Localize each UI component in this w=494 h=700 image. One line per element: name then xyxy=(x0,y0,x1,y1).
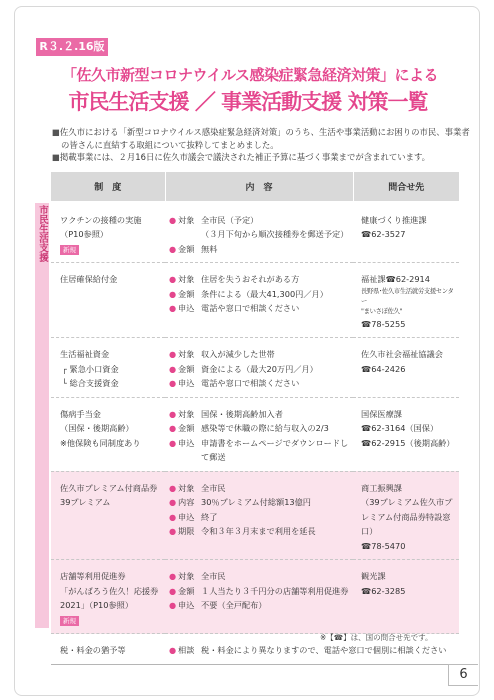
content-cell xyxy=(165,338,353,398)
content-key: 金額 xyxy=(178,585,195,596)
system-name-line: 「がんばろう佐久！応援券2021」（P10参照） xyxy=(60,585,159,610)
dot-bullet-icon xyxy=(169,227,178,242)
contact-line: ☎78-5470 xyxy=(361,540,406,551)
content-item xyxy=(169,347,353,362)
dot-bullet-icon: ● xyxy=(169,423,177,433)
content-value: 収入が減少した世帯 xyxy=(201,349,275,359)
content-item xyxy=(169,213,353,228)
system-name-line: 店舗等利用促進券 xyxy=(60,571,126,581)
content-key: 期限 xyxy=(178,526,195,536)
content-key: 対象 xyxy=(178,214,195,225)
contact-line: ☎62-3285 xyxy=(361,585,406,596)
contact-cell xyxy=(353,338,459,398)
content-item xyxy=(169,242,353,257)
content-value: 全市民（予定） xyxy=(201,214,259,225)
content-key: 金額 xyxy=(178,243,195,254)
contact-line: （39プレミアム佐久市プレミアム付商品券特設窓口） xyxy=(361,497,453,536)
contact-cell xyxy=(353,263,459,338)
content-key: 申込 xyxy=(178,600,195,610)
content-cell xyxy=(165,471,353,560)
dot-bullet-icon: ● xyxy=(169,600,177,610)
content-key: 対象 xyxy=(178,482,195,493)
content-key: 対象 xyxy=(178,274,195,284)
system-name-line: ワクチンの接種の実施 xyxy=(60,214,142,225)
system-name-line: （国保・後期高齢） xyxy=(60,423,134,433)
system-name-cell xyxy=(51,202,165,263)
section-tab xyxy=(35,203,49,628)
contact-line: 福祉課☎62-2914 xyxy=(361,274,430,284)
content-item xyxy=(169,569,353,584)
dot-bullet-icon: ● xyxy=(169,363,177,374)
system-name-cell xyxy=(51,634,165,665)
content-key: 対象 xyxy=(178,349,195,359)
dot-bullet-icon: ● xyxy=(169,645,177,655)
content-key: 金額 xyxy=(178,423,195,433)
intro-paragraph-2: ■掲載事業には、２月16日に佐久市議会で議決された補正予算に基づく事業までが含まれています。 xyxy=(52,152,431,162)
section-label: 市民生活支援 xyxy=(37,205,48,262)
content-value: 全市民 xyxy=(201,571,226,581)
content-item xyxy=(169,362,353,377)
content-key: 対象 xyxy=(178,571,195,581)
contact-cell xyxy=(353,397,459,471)
dot-bullet-icon: ● xyxy=(169,274,177,284)
contact-line: ☎62-3527 xyxy=(361,229,406,239)
system-name-line: ┌ 緊急小口資金 xyxy=(62,363,119,374)
contact-line: 佐久市社会福祉協議会 xyxy=(361,349,443,359)
header-system: 制 度 xyxy=(51,172,165,202)
intro-paragraph-1: ■佐久市における「新型コロナウイルス感染症緊急経済対策」のうち、生活や事業活動にお困りの市民、事業者の皆さんに直結する取組について抜粋してまとめました。 xyxy=(52,127,470,150)
table-row xyxy=(51,471,459,560)
content-cell xyxy=(165,397,353,471)
system-name-line: ※他保険も同制度あり xyxy=(60,437,141,448)
contact-line: 健康づくり推進課 xyxy=(361,214,427,225)
table-header-row xyxy=(51,172,459,202)
contact-line: 商工振興課 xyxy=(361,482,402,493)
dot-bullet-icon: ● xyxy=(169,349,177,359)
content-item xyxy=(169,510,353,525)
content-item xyxy=(169,301,353,316)
table-row xyxy=(51,560,459,634)
system-name-line: └ 総合支援資金 xyxy=(62,378,119,388)
system-name-cell xyxy=(51,338,165,398)
content-key: 金額 xyxy=(178,363,195,374)
content-value: 30％プレミアム付総額13億円 xyxy=(201,497,311,507)
contact-line: 観光課 xyxy=(361,571,386,581)
table-row xyxy=(51,397,459,471)
dot-bullet-icon: ● xyxy=(169,571,177,581)
content-value: 住居を失うおそれがある方 xyxy=(201,274,300,284)
contact-line: 国保医療課 xyxy=(361,408,402,419)
content-item xyxy=(169,376,353,391)
contact-line: ☎64-2426 xyxy=(361,363,406,374)
square-bullet-icon: ■ xyxy=(52,127,60,137)
content-value: 税・料金により異なりますので、電話や窓口で個別に相談ください xyxy=(201,645,447,655)
dot-bullet-icon: ● xyxy=(169,482,177,493)
dot-bullet-icon: ● xyxy=(169,214,177,225)
content-cell xyxy=(165,202,353,263)
content-key: 金額 xyxy=(178,288,195,299)
system-name-cell xyxy=(51,263,165,338)
measures-table xyxy=(51,172,459,665)
content-item xyxy=(169,643,459,658)
contact-line: ☎62-2915（後期高齢） xyxy=(361,437,455,448)
content-key: 申込 xyxy=(178,378,195,388)
footnote: ※【☎】は、国の問合せ先です。 xyxy=(320,633,433,642)
page-subtitle: 「佐久市新型コロナウイルス感染症緊急経済対策」による xyxy=(61,66,439,84)
content-item xyxy=(169,495,353,510)
header-contact: 問合せ先 xyxy=(353,172,459,202)
dot-bullet-icon: ● xyxy=(169,526,177,536)
content-key: 申込 xyxy=(178,437,195,448)
content-value: 資金による（最大20万円／月） xyxy=(201,363,318,374)
header-content: 内 容 xyxy=(165,172,353,202)
system-name-cell xyxy=(51,397,165,471)
contact-line: "まいさぽ佐久" xyxy=(361,307,403,315)
dot-bullet-icon: ● xyxy=(169,288,177,299)
content-value: 電話や窓口で相談ください xyxy=(201,303,300,313)
system-name-line: （P10参照） xyxy=(60,229,109,239)
contact-line: ☎78-5255 xyxy=(361,318,406,329)
content-cell xyxy=(165,560,353,634)
content-value: 終了 xyxy=(201,511,218,522)
content-value: （３月下旬から順次接種券を郵送予定） xyxy=(201,229,349,239)
content-cell xyxy=(165,263,353,338)
content-item xyxy=(169,421,353,436)
dot-bullet-icon: ● xyxy=(169,585,177,596)
system-name-cell xyxy=(51,471,165,560)
content-item xyxy=(169,598,353,613)
contact-cell xyxy=(353,202,459,263)
contact-line: ☎62-3164（国保） xyxy=(361,423,439,433)
content-value: 国保・後期高齢加入者 xyxy=(201,408,283,419)
content-value: １人当たり３千円分の店舗等利用促進券 xyxy=(201,585,349,596)
content-value: 無料 xyxy=(201,243,218,254)
intro-text xyxy=(52,126,472,164)
content-item xyxy=(169,227,353,242)
dot-bullet-icon: ● xyxy=(169,303,177,313)
table-row xyxy=(51,263,459,338)
page-title: 市民生活支援 ／ 事業活動支援 対策一覧 xyxy=(68,90,428,114)
system-name-line: 生活福祉資金 xyxy=(60,349,110,359)
content-key xyxy=(178,227,201,242)
content-item xyxy=(169,481,353,496)
content-key: 申込 xyxy=(178,303,195,313)
new-badge: 新規 xyxy=(60,245,79,255)
system-name-line: 39プレミアム xyxy=(60,497,111,507)
content-item xyxy=(169,584,353,599)
content-item xyxy=(169,407,353,422)
content-value: 令和３年３月末まで利用を延長 xyxy=(201,526,316,536)
system-name-line: 佐久市プレミアム付商品券 xyxy=(60,482,158,493)
content-value: 条件による（最大41,300円／月） xyxy=(201,288,328,299)
content-item xyxy=(169,272,353,287)
page-number: 6 xyxy=(448,664,478,686)
system-name-line: 住居確保給付金 xyxy=(60,274,118,284)
dot-bullet-icon: ● xyxy=(169,243,177,254)
content-key: 申込 xyxy=(178,511,195,522)
dot-bullet-icon: ● xyxy=(169,378,177,388)
dot-bullet-icon: ● xyxy=(169,497,177,507)
content-value: 全市民 xyxy=(201,482,226,493)
content-value: 電話や窓口で相談ください xyxy=(201,378,300,388)
contact-cell xyxy=(353,471,459,560)
new-badge: 新規 xyxy=(60,616,79,626)
table-row xyxy=(51,202,459,263)
dot-bullet-icon: ● xyxy=(169,408,177,419)
dot-bullet-icon: ● xyxy=(169,437,177,448)
content-key: 内容 xyxy=(178,497,195,507)
system-name-line: 税・料金の猶予等 xyxy=(60,645,126,655)
dot-bullet-icon: ● xyxy=(169,511,177,522)
system-name-cell xyxy=(51,560,165,634)
content-item xyxy=(169,287,353,302)
content-key: 対象 xyxy=(178,408,195,419)
square-bullet-icon: ■ xyxy=(52,152,60,162)
contact-line: 長野県･佐久市生活就労支援センター xyxy=(361,287,454,305)
content-item xyxy=(169,524,353,539)
content-value: 不要（全戸配布） xyxy=(201,600,267,610)
date-badge: R３.２.16版 xyxy=(36,38,108,56)
content-item xyxy=(169,436,353,465)
content-value: 感染等で休職の際に給与収入の2/3 xyxy=(201,423,329,433)
system-name-line: 傷病手当金 xyxy=(60,408,101,419)
content-key: 相談 xyxy=(178,645,195,655)
contact-cell xyxy=(353,560,459,634)
content-value: 申請書をホームページでダウンロードして郵送 xyxy=(201,437,349,462)
table-row xyxy=(51,338,459,398)
